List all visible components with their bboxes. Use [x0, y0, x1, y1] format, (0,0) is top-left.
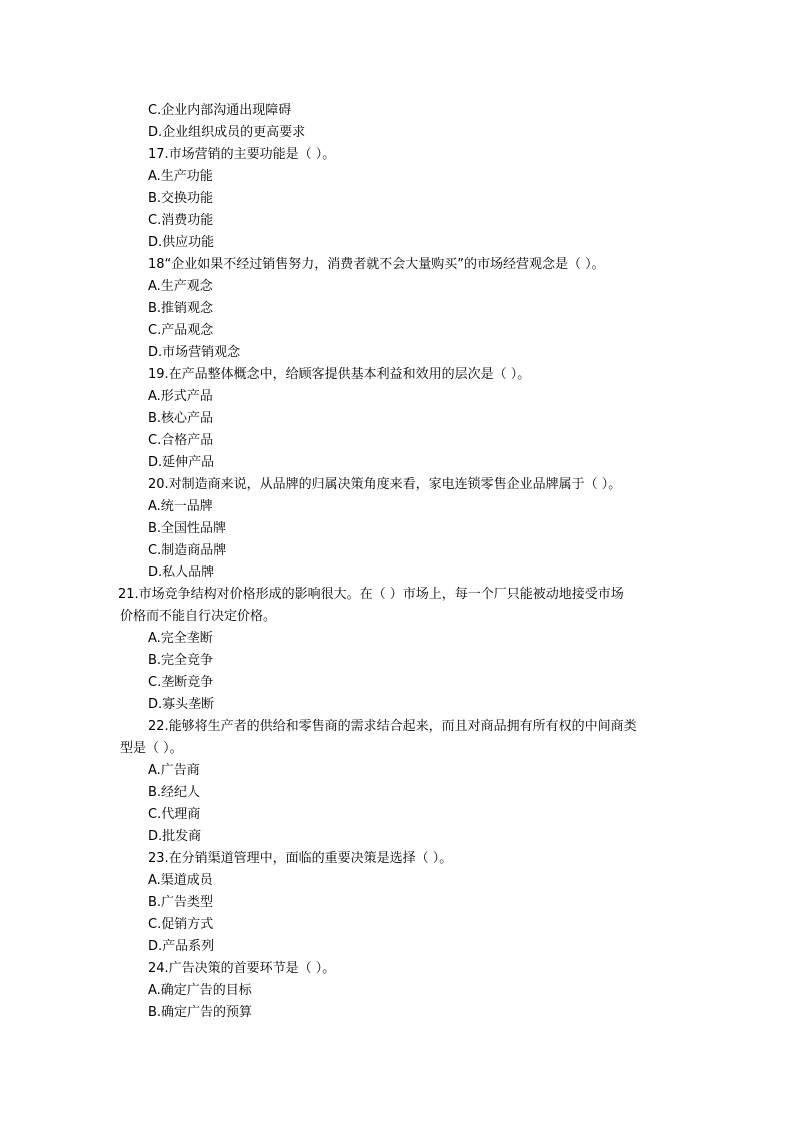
- option-line: C.促销方式: [148, 917, 214, 932]
- option-line: A.完全垄断: [148, 631, 213, 646]
- option-line: D.寡头垄断: [148, 697, 215, 712]
- option-line: D.批发商: [148, 829, 202, 844]
- option-line: A.确定广告的目标: [148, 983, 252, 998]
- option-line: A.统一品牌: [148, 499, 213, 514]
- option-line: B.完全竞争: [148, 653, 214, 668]
- question-line: 23.在分销渠道管理中，面临的重要决策是选择（ ）。: [148, 851, 453, 866]
- question-list: [120, 100, 680, 1024]
- option-line: A.生产功能: [148, 169, 213, 184]
- question-line: 18“企业如果不经过销售努力，消费者就不会大量购买”的市场经营观念是（ ）。: [148, 257, 605, 272]
- option-line: B.推销观念: [148, 301, 214, 316]
- option-line: A.形式产品: [148, 389, 213, 404]
- option-line: B.交换功能: [148, 191, 214, 206]
- option-line: D.企业组织成员的更高要求: [148, 125, 306, 140]
- option-line: C.制造商品牌: [148, 543, 227, 558]
- option-line: B.核心产品: [148, 411, 214, 426]
- option-line: B.确定广告的预算: [148, 1005, 253, 1020]
- option-line: C.合格产品: [148, 433, 214, 448]
- question-continuation: 价格而不能自行决定价格。: [120, 609, 277, 624]
- question-line: 21.市场竞争结构对价格形成的影响很大。在（ ）市场上，每一个厂只能被动地接受市场: [118, 587, 624, 602]
- option-line: D.私人品牌: [148, 565, 215, 580]
- question-line: 17.市场营销的主要功能是（ ）。: [148, 147, 336, 162]
- question-continuation: 型是（ ）。: [120, 741, 183, 756]
- option-line: D.延伸产品: [148, 455, 215, 470]
- option-line: B.广告类型: [148, 895, 214, 910]
- option-line: C.消费功能: [148, 213, 214, 228]
- question-line: 20.对制造商来说，从品牌的归属决策角度来看，家电连锁零售企业品牌属于（ ）。: [148, 477, 622, 492]
- question-line: 22.能够将生产者的供给和零售商的需求结合起来，而且对商品拥有所有权的中间商类: [148, 719, 637, 734]
- option-line: C.企业内部沟通出现障碍: [148, 103, 292, 118]
- option-line: D.产品系列: [148, 939, 215, 954]
- option-line: D.市场营销观念: [148, 345, 241, 360]
- option-line: B.经纪人: [148, 785, 201, 800]
- option-line: B.全国性品牌: [148, 521, 227, 536]
- option-line: A.生产观念: [148, 279, 213, 294]
- option-line: C.产品观念: [148, 323, 214, 338]
- option-line: C.垄断竞争: [148, 675, 214, 690]
- option-line: A.渠道成员: [148, 873, 213, 888]
- option-line: D.供应功能: [148, 235, 215, 250]
- question-line: 24.广告决策的首要环节是（ ）。: [148, 961, 336, 976]
- option-line: C.代理商: [148, 807, 201, 822]
- question-line: 19.在产品整体概念中，给顾客提供基本利益和效用的层次是（ ）。: [148, 367, 531, 382]
- option-line: A.广告商: [148, 763, 200, 778]
